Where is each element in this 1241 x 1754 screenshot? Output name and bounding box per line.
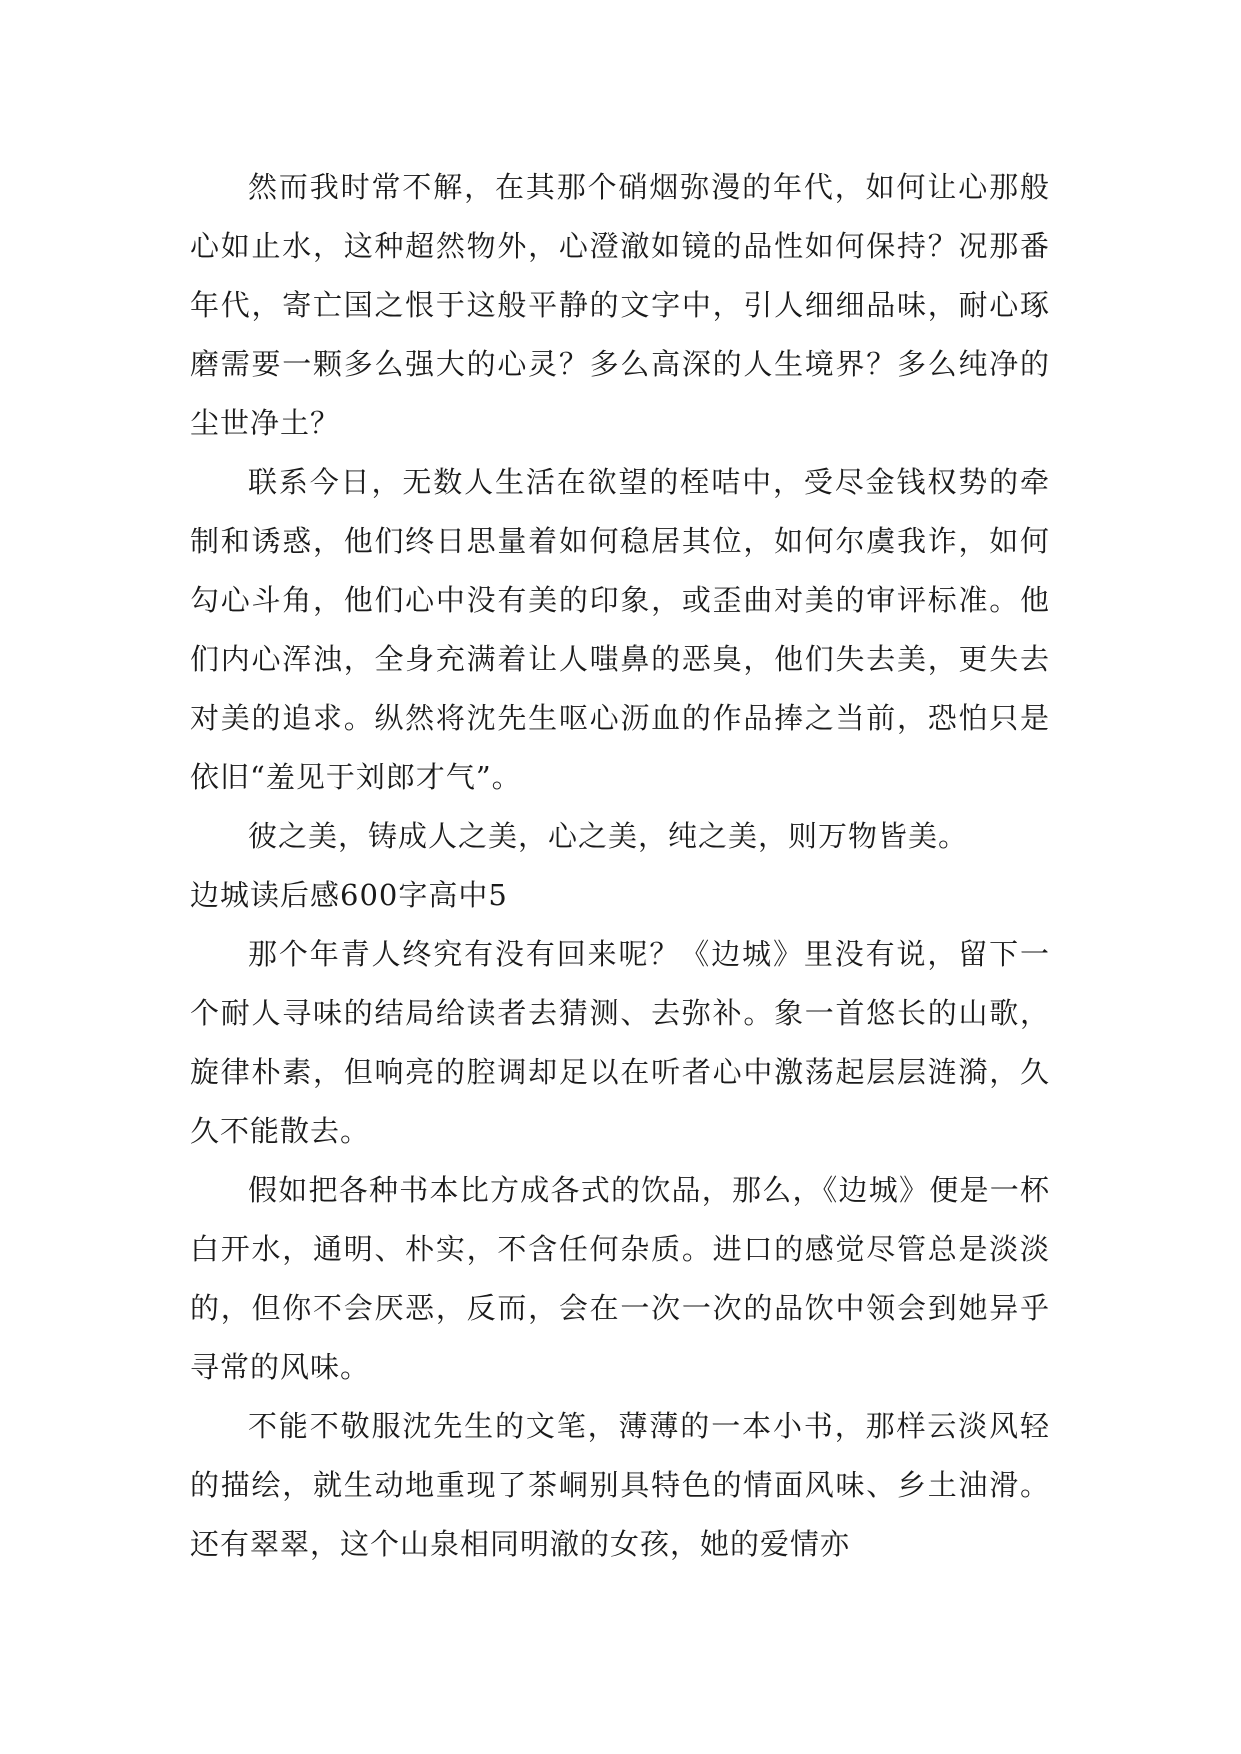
paragraph-2: 联系今日，无数人生活在欲望的桎咭中，受尽金钱权势的牵制和诱惑，他们终日思量着如何稳居其位，如何尔虞我诈，如何勾心斗角，他们心中没有美的印象，或歪曲对美的审评标准。他们内心浑浊，全身充满着让人嗤鼻的恶臭，他们失去美，更失去对美的追求。纵然将沈先生呕心沥血的作品捧之当前，恐怕只是依旧“羞见于刘郎才气”。 bbox=[190, 465, 1050, 794]
paragraph-3: 彼之美，铸成人之美，心之美，纯之美，则万物皆美。 bbox=[248, 819, 969, 853]
paragraph-5: 假如把各种书本比方成各式的饮品，那么，《边城》便是一杯白开水，通明、朴实，不含任何杂质。进口的感觉尽管总是淡淡的，但你不会厌恶，反而，会在一次一次的品饮中领会到她异乎寻常的风味。 bbox=[190, 1173, 1050, 1384]
paragraph-4: 那个年青人终究有没有回来呢？《边城》里没有说，留下一个耐人寻味的结局给读者去猜测、去弥补。象一首悠长的山歌，旋律朴素，但响亮的腔调却足以在听者心中激荡起层层涟漪，久久不能散去。 bbox=[190, 937, 1050, 1148]
section-heading: 边城读后感600字高中5 bbox=[190, 878, 508, 912]
document-body bbox=[190, 158, 1050, 1574]
paragraph-1: 然而我时常不解，在其那个硝烟弥漫的年代，如何让心那般心如止水，这种超然物外，心澄澈如镜的品性如何保持？况那番年代，寄亡国之恨于这般平静的文字中，引人细细品味，耐心琢磨需要一颗多么强大的心灵？多么高深的人生境界？多么纯净的尘世净土？ bbox=[190, 170, 1050, 440]
paragraph-6: 不能不敬服沈先生的文笔，薄薄的一本小书，那样云淡风轻的描绘，就生动地重现了茶峒别具特色的情面风味、乡土油滑。还有翠翠，这个山泉相同明澈的女孩，她的爱情亦 bbox=[190, 1409, 1050, 1561]
